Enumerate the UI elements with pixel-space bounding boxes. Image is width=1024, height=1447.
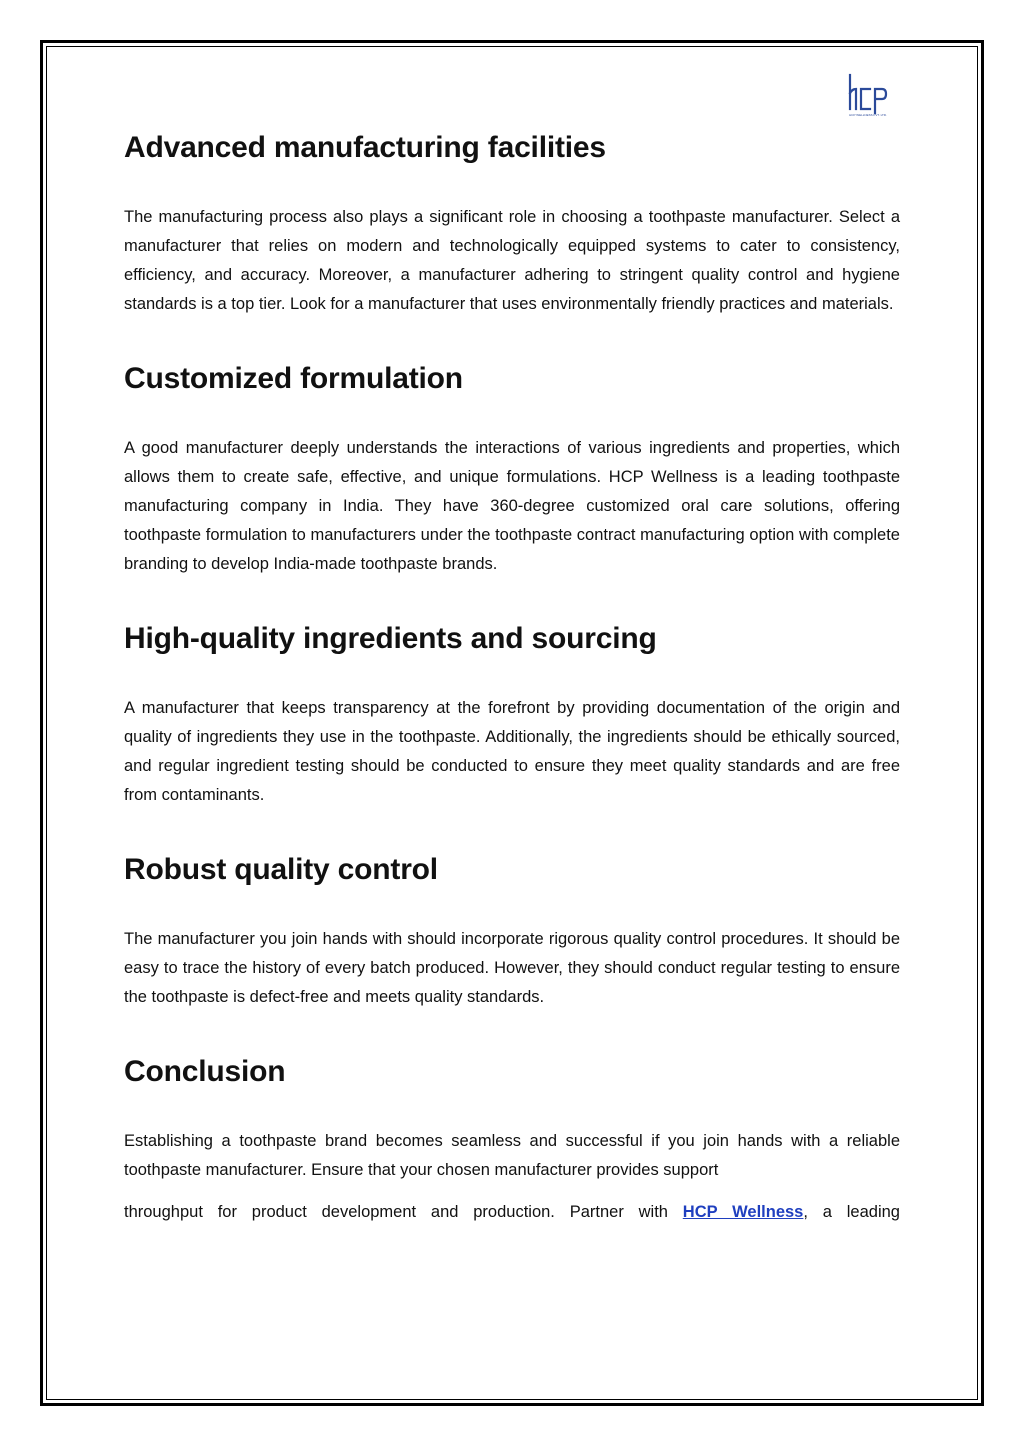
section-paragraph: The manufacturer you join hands with should incorporate rigorous quality control procedures. It should be easy to trace the history of every batch produced. However, they should conduct regular testing to ensure the toothpaste is defect-free and meets quality standards. bbox=[124, 930, 900, 1006]
hcp-wellness-link[interactable]: HCP Wellness bbox=[682, 1203, 804, 1221]
conclusion-link-line bbox=[124, 1198, 900, 1227]
section-paragraph: A good manufacturer deeply understands the interactions of various ingredients and properties, which allows them to create safe, effective, and unique formulations. HCP Wellness is a leading toothpaste manufacturing company in India. They have 360-degree customized oral care solutions, offering toothpaste formulation to manufacturers under the toothpaste contract manufacturing option with complete branding to develop India-made toothpaste brands. bbox=[124, 439, 900, 573]
hcp-logo bbox=[846, 73, 890, 117]
section-heading: Conclusion bbox=[124, 1055, 286, 1088]
section-heading: Robust quality control bbox=[124, 853, 438, 886]
conclusion-text: Establishing a toothpaste brand becomes seamless and successful if you join hands with a reliable toothpaste manufacturer. Ensure that your chosen manufacturer provides support bbox=[124, 1132, 900, 1179]
document-body bbox=[124, 126, 900, 1227]
conclusion-text-before-link: throughput for product development and production. Partner with bbox=[124, 1203, 668, 1221]
conclusion-text-after-link: , a leading bbox=[803, 1203, 900, 1221]
section-heading: Advanced manufacturing facilities bbox=[124, 131, 606, 164]
section-paragraph: A manufacturer that keeps transparency at the forefront by providing documentation of the origin and quality of ingredients they use in the toothpaste. Additionally, the ingredients should be ethically sourced, and regular ingredient testing should be conducted to ensure they meet quality standards and are free from contaminants. bbox=[124, 699, 900, 804]
conclusion-paragraph bbox=[124, 1127, 900, 1227]
section-paragraph: The manufacturing process also plays a significant role in choosing a toothpaste manufacturer. Select a manufacturer that relies on modern and technologically equipped systems to cater to consistency, efficiency, and accuracy. Moreover, a manufacturer adhering to stringent quality control and hygiene standards is a top tier. Look for a manufacturer that uses environmentally friendly practices and materials. bbox=[124, 208, 900, 313]
logo-subtext: HCP WELLNESS PVT. LTD. bbox=[849, 113, 887, 117]
section-heading: High-quality ingredients and sourcing bbox=[124, 622, 657, 655]
section-heading: Customized formulation bbox=[124, 362, 463, 395]
